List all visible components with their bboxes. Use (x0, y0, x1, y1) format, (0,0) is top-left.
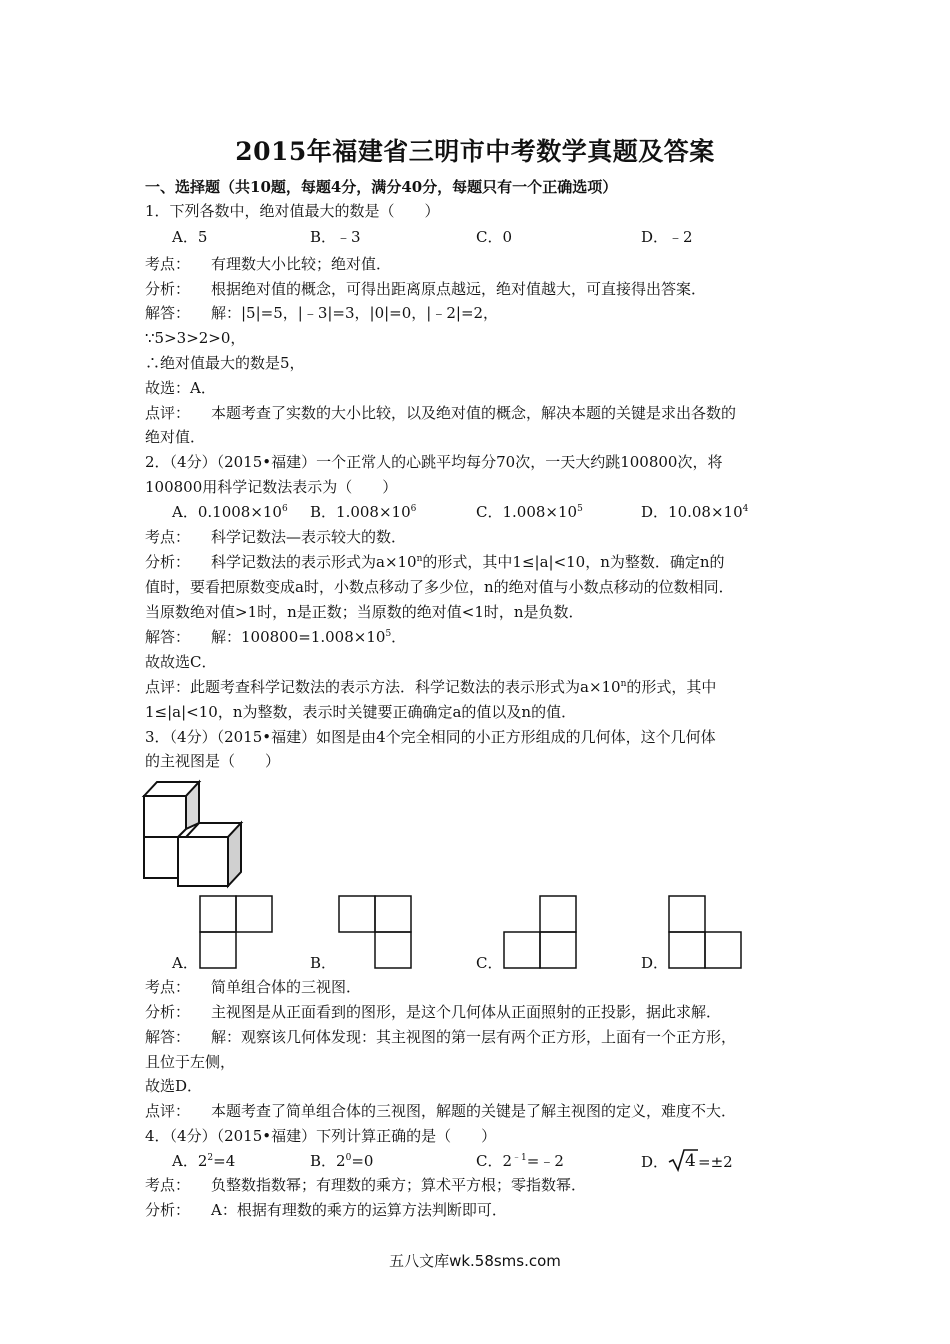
q3-fenxi-text: 主视图是从正面看到的图形，是这个几何体从正面照射的正投影，据此求解． (211, 1003, 722, 1021)
q4-option-c-end: =﹣2 (526, 1152, 564, 1170)
q3-option-c: C． (476, 954, 503, 972)
label-jieda: 解答： (145, 628, 191, 646)
q1-option-a: A．5 (172, 228, 208, 246)
q3-kaodian-text: 简单组合体的三视图． (211, 978, 362, 996)
q3-option-c-diagram (503, 895, 577, 969)
label-kaodian: 考点： (145, 978, 191, 996)
label-dianping: 点评： (145, 1102, 191, 1120)
q2-option-c-exp: 5 (577, 504, 583, 514)
cube-bottom-right (178, 823, 241, 886)
q2-fenxi-text-a: 科学记数法的表示形式为a×10 (211, 553, 417, 571)
q2-fenxi (145, 552, 825, 572)
q4-option-b-end: =0 (351, 1152, 374, 1170)
q1-option-d: D．﹣2 (641, 228, 693, 246)
q3-kaodian (145, 977, 825, 997)
q2-option-a-text: A．0.1008×10 (172, 503, 282, 521)
q4-option-b-exp: 0 (345, 1153, 352, 1163)
q3-option-d: D． (641, 954, 669, 972)
q3-option-b-diagram (338, 895, 412, 969)
q2-kaodian-text: 科学记数法—表示较大的数． (211, 528, 407, 546)
q1-step2: ∴绝对值最大的数是5， (145, 354, 305, 372)
q2-fenxi-cont-1: 值时，要看把原数变成a时，小数点移动了多少位，n的绝对值与小数点移动的位数相同． (145, 578, 734, 596)
q1-jieda (145, 303, 825, 323)
q3-stem-1: 3．（4分）（2015•福建）如图是由4个完全相同的小正方形组成的几何体，这个几何体 (145, 728, 716, 746)
q3-cube-figure (142, 780, 242, 888)
q2-option-d (641, 502, 748, 522)
label-kaodian: 考点： (145, 255, 191, 273)
q1-kaodian-text: 有理数大小比较；绝对值． (211, 255, 392, 273)
q2-option-d-exp: 4 (742, 504, 749, 514)
q1-dianping-text: 本题考查了实数的大小比较，以及绝对值的概念，解决本题的关键是求出各数的 (211, 404, 737, 422)
q4-option-a-exp: 2 (207, 1153, 214, 1163)
q4-fenxi-text: A：根据有理数的乘方的运算方法判断即可． (211, 1201, 507, 1219)
label-kaodian: 考点： (145, 1176, 191, 1194)
q2-dianping-text-a: 点评：此题考查科学记数法的表示方法．科学记数法的表示形式为a×10 (145, 678, 621, 696)
q4-option-a-end: =4 (213, 1152, 236, 1170)
q2-jieda-exp: 5 (385, 629, 392, 639)
q3-fenxi (145, 1002, 825, 1022)
q2-jieda-end: ． (391, 628, 407, 646)
q2-option-a (172, 502, 288, 522)
q4-option-d (641, 1151, 733, 1172)
q3-jieda (145, 1027, 825, 1047)
q2-fenxi-exp: n (416, 554, 423, 564)
q2-kaodian (145, 527, 825, 547)
q1-jieda-text: 解：|5|=5，|﹣3|=3，|0|=0，|﹣2|=2， (211, 304, 499, 322)
q4-kaodian-text: 负整数指数幂；有理数的乘方；算术平方根；零指数幂． (211, 1176, 587, 1194)
q2-option-b (310, 502, 416, 522)
section-heading: 一、选择题（共10题，每题4分，满分40分，每题只有一个正确选项） (145, 178, 618, 196)
q4-kaodian (145, 1175, 825, 1195)
q4-stem: 4．（4分）（2015•福建）下列计算正确的是（ ） (145, 1127, 497, 1145)
q1-option-b: B．﹣3 (310, 228, 361, 246)
q4-option-d-radicand: 4 (685, 1151, 696, 1171)
q1-dianping (145, 403, 825, 423)
page-title: 2015年福建省三明市中考数学真题及答案 (235, 137, 715, 166)
q3-jieda-cont: 且位于左侧， (145, 1053, 236, 1071)
q3-stem-2: 的主视图是（ ） (145, 752, 281, 770)
q1-step1: ∵5>3>2>0， (145, 329, 246, 347)
q2-stem-2: 100800用科学记数法表示为（ ） (145, 478, 398, 496)
label-jieda: 解答： (145, 1028, 191, 1046)
q4-option-d-end: =±2 (698, 1153, 733, 1171)
q2-dianping-text-b: 的形式，其中 (626, 678, 717, 696)
q4-option-a (172, 1151, 235, 1171)
q4-option-b (310, 1151, 373, 1171)
q2-dianping-cont: 1≤|a|<10，n为整数，表示时关键要正确确定a的值以及n的值． (145, 703, 577, 721)
q2-option-c (476, 502, 583, 522)
q1-fenxi-text: 根据绝对值的概念，可得出距离原点越远，绝对值越大，可直接得出答案． (211, 280, 707, 298)
label-fenxi: 分析： (145, 1201, 191, 1219)
q4-option-d-text: D． (641, 1153, 669, 1171)
q4-option-c-exp: ﹣1 (512, 1153, 527, 1163)
label-fenxi: 分析： (145, 1003, 191, 1021)
label-fenxi: 分析： (145, 553, 191, 571)
q2-dianping-exp: n (620, 679, 627, 689)
q2-option-b-exp: 6 (410, 504, 417, 514)
q3-choose: 故选D． (145, 1077, 203, 1095)
q4-option-c (476, 1151, 564, 1171)
q4-option-a-text: A．2 (172, 1152, 208, 1170)
q1-fenxi (145, 279, 825, 299)
q4-option-b-text: B．2 (310, 1152, 346, 1170)
label-fenxi: 分析： (145, 280, 191, 298)
q3-option-b: B． (310, 954, 337, 972)
q2-option-c-text: C．1.008×10 (476, 503, 578, 521)
q2-fenxi-cont-2: 当原数绝对值>1时，n是正数；当原数的绝对值<1时，n是负数． (145, 603, 584, 621)
sqrt-icon (668, 1151, 698, 1171)
label-kaodian: 考点： (145, 528, 191, 546)
q2-option-b-text: B．1.008×10 (310, 503, 411, 521)
q4-fenxi (145, 1200, 825, 1220)
label-jieda: 解答： (145, 304, 191, 322)
q2-fenxi-text-b: 的形式，其中1≤|a|<10，n为整数．确定n的 (422, 553, 725, 571)
q3-option-a: A． (172, 954, 198, 972)
q1-kaodian (145, 254, 825, 274)
q2-stem-1: 2．（4分）（2015•福建）一个正常人的心跳平均每分70次，一天大约跳100800次，将 (145, 453, 723, 471)
q2-jieda (145, 627, 825, 647)
q2-dianping (145, 677, 825, 697)
q1-choose: 故选：A． (145, 379, 216, 397)
q1-dianping-cont: 绝对值． (145, 428, 206, 446)
q3-option-d-diagram (668, 895, 742, 969)
q3-option-a-diagram (199, 895, 273, 969)
q3-jieda-text: 解：观察该几何体发现：其主视图的第一层有两个正方形，上面有一个正方形， (211, 1028, 737, 1046)
q1-option-c: C．0 (476, 228, 513, 246)
q1-stem: 1．下列各数中，绝对值最大的数是（ ） (145, 202, 440, 220)
q2-option-d-text: D．10.08×10 (641, 503, 743, 521)
q3-dianping-text: 本题考查了简单组合体的三视图，解题的关键是了解主视图的定义，难度不大． (211, 1102, 737, 1120)
q2-choose: 故故选C． (145, 653, 217, 671)
page-footer: 五八文库wk.58sms.com (389, 1252, 561, 1270)
q2-option-a-exp: 6 (281, 504, 288, 514)
q4-option-c-text: C．2 (476, 1152, 513, 1170)
q3-dianping (145, 1101, 825, 1121)
label-dianping: 点评： (145, 404, 191, 422)
q2-jieda-text: 解：100800=1.008×10 (211, 628, 386, 646)
